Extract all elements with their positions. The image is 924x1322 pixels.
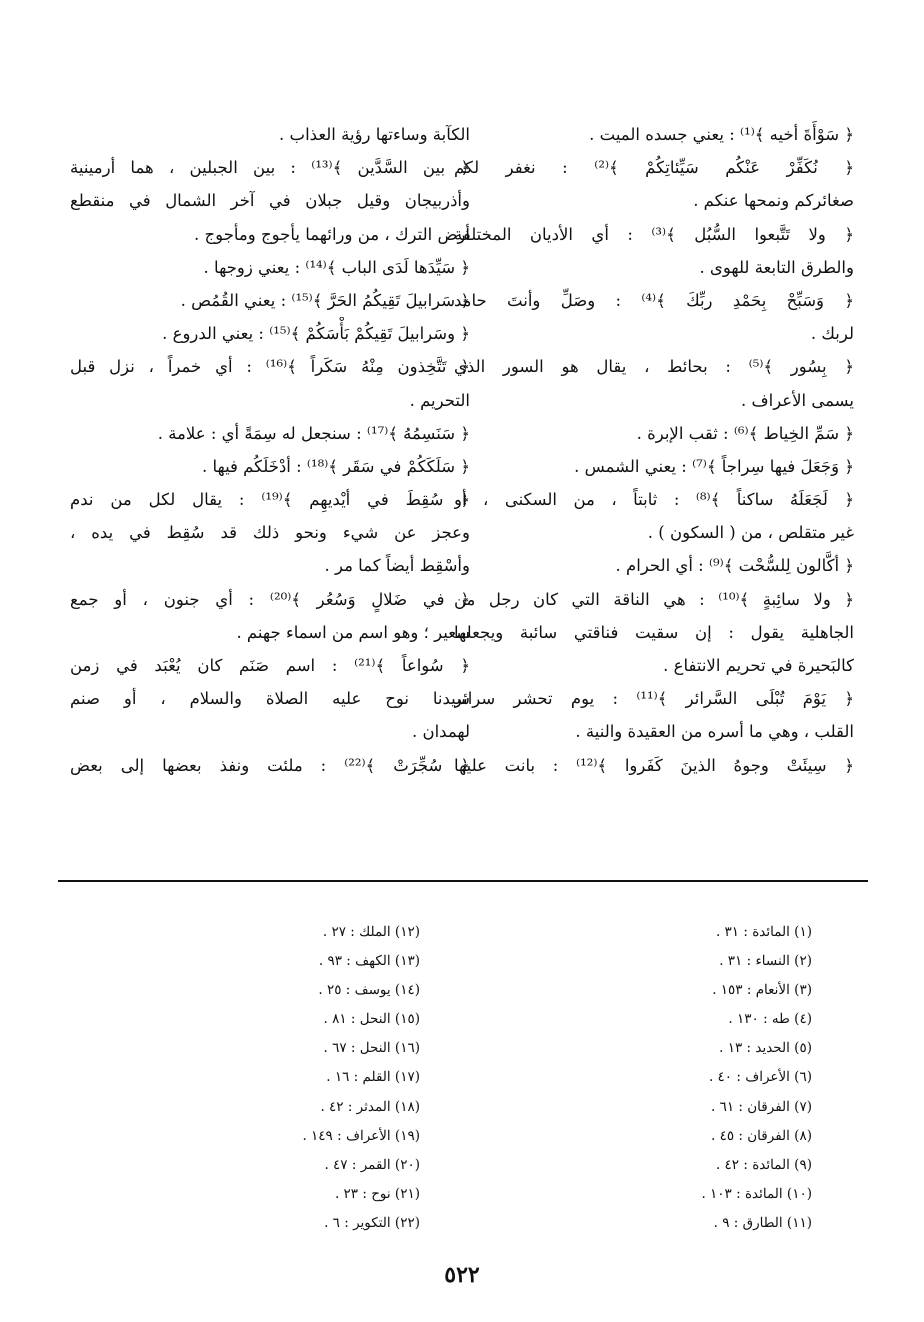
footnote: (٥) الحديد : ١٣ . — [719, 1040, 812, 1057]
footnote: (١٨) المدثر : ٤٢ . — [320, 1098, 420, 1115]
text-line: يسمى الأعراف . — [741, 390, 854, 410]
text-line: ﴿ لَجَعَلَهُ ساكناً ﴾⁽⁸⁾ : ثابتاً ، من السكنى ، أو — [454, 490, 854, 510]
text-line: صغائركم ونمحها عنكم . — [693, 191, 854, 211]
left-text-column — [70, 118, 470, 782]
text-line: ﴿ بِسُور ﴾⁽⁵⁾ : بحائط ، يقال هو السور الذي — [454, 357, 854, 377]
footnote: (٢٠) القمر : ٤٧ . — [324, 1156, 420, 1173]
text-line: ﴿ ولا تَتَّبعوا السُّبُل ﴾⁽³⁾ : أي الأديان المختلفة — [454, 224, 854, 244]
text-line: الجاهلية يقول : إن سقيت فناقتي سائبة ويجعلها — [454, 622, 854, 642]
footnote: (٢٢) التكوير : ٦ . — [324, 1214, 420, 1231]
text-line: أرض الترك ، من ورائهما يأجوج ومأجوج . — [194, 224, 470, 244]
text-line: وأسْقِط أيضاً كما مر . — [324, 556, 470, 576]
text-line: ﴿ وَجَعَلَ فيها سِراجاً ﴾⁽⁷⁾ : يعني الشمس . — [574, 456, 854, 476]
footnote: (١٩) الأعراف : ١٤٩ . — [302, 1127, 420, 1144]
text-line: ﴿ سَرابيلَ تَقِيكُمُ الحَرَّ ﴾⁽¹⁵⁾ : يعني القُمُص . — [180, 290, 470, 310]
footnote: (٧) الفرقان : ٦١ . — [711, 1098, 812, 1115]
footnote: (٦) الأعراف : ٤٠ . — [708, 1069, 812, 1086]
text-line: والطرق التابعة للهوى . — [699, 257, 854, 277]
footnote: (١٤) يوسف : ٢٥ . — [318, 982, 420, 999]
text-line: سيدنا نوح عليه الصلاة والسلام ، أو صنم — [70, 689, 470, 709]
text-line: وعجز عن شيء ونحو ذلك قد سُقِط في يده ، — [70, 523, 470, 543]
text-line: ﴿ سَوْأَةَ أخيه ﴾⁽¹⁾ : يعني جسده الميت . — [589, 125, 854, 144]
text-line: ﴿ نُكَفِّرْ عَنْكُم سَيِّئاتِكُمْ ﴾⁽²⁾ : نغفر لكم — [454, 158, 854, 178]
text-line: غير متقلص ، من ( السكون ) . — [647, 523, 854, 543]
footnote: (٢) النساء : ٣١ . — [719, 953, 812, 970]
footnotes-right-column — [512, 918, 812, 1238]
text-line: ﴿ سَيِّدَها لَدَى الباب ﴾⁽¹⁴⁾ : يعني زوجها . — [203, 257, 470, 277]
text-line: ﴿ سَمِّ الخِياط ﴾⁽⁶⁾ : ثقب الإبرة . — [636, 423, 854, 443]
text-line: ﴿ ولا سائِبةٍ ﴾⁽¹⁰⁾ : هي الناقة التي كان رجل من — [454, 589, 854, 609]
text-line: ﴿ سِيئَتْ وجوهُ الذينَ كَفَروا ﴾⁽¹²⁾ : بانت عليها — [454, 755, 854, 775]
footnote: (١٢) الملك : ٢٧ . — [322, 924, 420, 940]
text-line: الكآبة وساءتها رؤية العذاب . — [279, 125, 470, 144]
text-line: ﴿ سُواعاً ﴾⁽²¹⁾ : اسم صَنَم كان يُعْبَد في زمن — [70, 656, 470, 675]
footnote: (١٠) المائدة : ١٠٣ . — [701, 1185, 812, 1202]
footnote: (١) المائدة : ٣١ . — [715, 924, 812, 940]
text-line: كالبَحيرة في تحريم الانتفاع . — [663, 656, 854, 675]
text-line: ﴿ يَوْمَ تُبْلَى السَّرائر ﴾⁽¹¹⁾ : يوم تحشر سرائر — [454, 689, 854, 709]
footnote: (١١) الطارق : ٩ . — [713, 1214, 812, 1231]
text-line: لربك . — [810, 324, 854, 344]
right-text-column — [454, 118, 854, 782]
text-line: التحريم . — [409, 390, 470, 410]
footnote: (١٧) القلم : ١٦ . — [326, 1069, 420, 1086]
footnote: (٨) الفرقان : ٤٥ . — [711, 1127, 812, 1144]
footnote: (١٦) النحل : ٦٧ . — [323, 1040, 420, 1057]
footnote: (٣) الأنعام : ١٥٣ . — [712, 982, 812, 999]
page-number: ٥٢٢ — [444, 1262, 480, 1288]
text-line: ﴿ سَنَسِمُهُ ﴾⁽¹⁷⁾ : سنجعل له سِمَةً أي : علامة . — [157, 423, 470, 443]
text-line: وأذربيجان وقيل جبلان في آخر الشمال في منقطع — [70, 191, 470, 211]
footnote: (٩) المائدة : ٤٢ . — [715, 1156, 812, 1173]
text-line: القلب ، وهي ما أسره من العقيدة والنية . — [575, 722, 854, 742]
footnote-separator — [58, 880, 868, 882]
footnotes-left-column — [120, 918, 420, 1238]
text-line: سعير ؛ وهو اسم من اسماء جهنم . — [236, 622, 470, 642]
text-line: ﴿ وَسَبِّحْ بِحَمْدِ ربِّكَ ﴾⁽⁴⁾ : وصَلِّ وأنتَ حامد — [454, 290, 854, 310]
text-line: ﴿ سَلَكَكُمْ في سَقَر ﴾⁽¹⁸⁾ : أدْخَلَكُم فيها . — [201, 456, 470, 476]
text-line: لهمدان . — [411, 722, 470, 742]
text-line: ﴿ بين السَّدَّين ﴾⁽¹³⁾ : بين الجبلين ، هما أرمينية — [70, 158, 470, 178]
text-line: ﴿ تَتَّخِذون مِنْهُ سَكَراً ﴾⁽¹⁶⁾ : أي خمراً ، نزل قبل — [70, 357, 470, 377]
footnote: (٤) طه : ١٣٠ . — [728, 1011, 812, 1028]
footnote: (١٣) الكهف : ٩٣ . — [318, 953, 420, 970]
text-line: ﴿ وسَرابيلَ تَقِيكُمْ بَأْسَكُمْ ﴾⁽¹⁵⁾ : يعني الدروع . — [162, 324, 470, 344]
footnote: (١٥) النحل : ٨١ . — [323, 1011, 420, 1028]
footnote: (٢١) نوح : ٢٣ . — [334, 1185, 420, 1202]
text-line: ﴿ أكَّالون لِلسُّحْت ﴾⁽⁹⁾ : أي الحرام . — [615, 556, 854, 576]
text-line: ﴿ في ضَلالٍ وَسُعُر ﴾⁽²⁰⁾ : أي جنون ، أو جمع — [70, 589, 470, 609]
text-line: ﴿ سُجِّرَتْ ﴾⁽²²⁾ : ملئت ونفذ بعضها إلى بعض — [70, 755, 470, 775]
text-line: ﴿ سُقِطَ في أيْديهِم ﴾⁽¹⁹⁾ : يقال لكل من ندم — [70, 490, 470, 510]
